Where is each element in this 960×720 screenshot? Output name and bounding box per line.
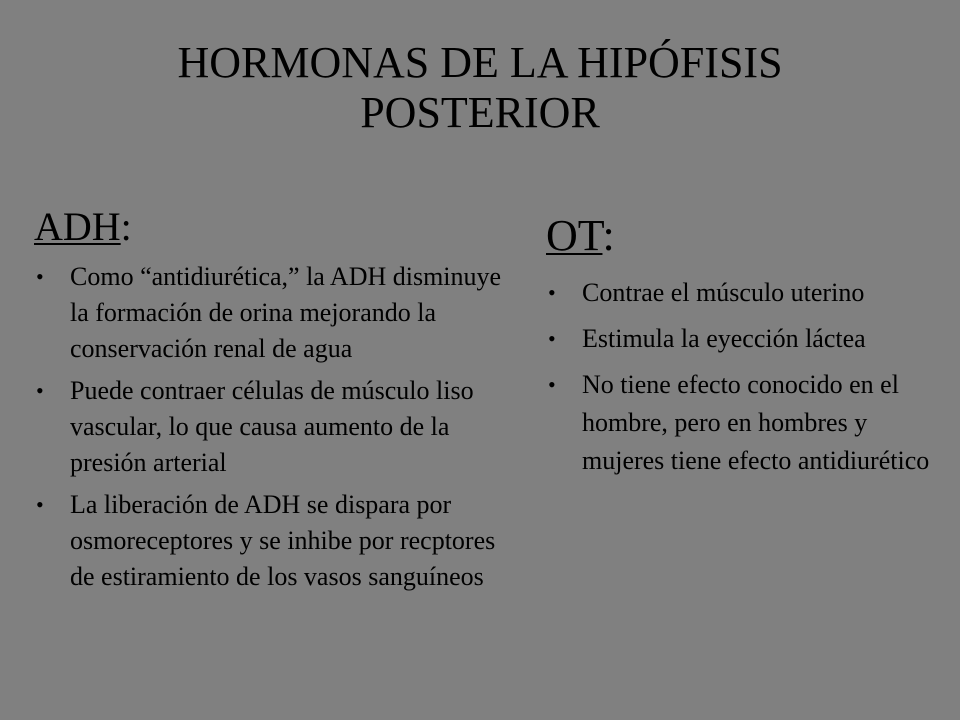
adh-bullet-2-text: Puede contraer células de músculo liso vascular, lo que causa aumento de la presión arterial [70,376,474,477]
adh-heading-colon: : [120,204,132,249]
ot-bullet-2-text: Estimula la eyección láctea [582,324,866,354]
adh-column [34,205,504,601]
ot-bullet-2 [546,320,946,358]
adh-heading [34,205,504,249]
ot-bullet-1-text: Contrae el músculo uterino [582,278,865,308]
bullet-dot-icon: • [36,378,44,403]
slide-title-line-1: HORMONAS DE LA HIPÓFISIS [177,38,783,87]
bullet-dot-icon: • [36,264,44,289]
ot-column [546,212,946,488]
bullet-dot-icon: • [548,280,556,306]
adh-heading-label: ADH [34,204,121,249]
ot-heading-label: OT [546,211,603,260]
adh-bullet-1 [34,259,504,367]
ot-bullet-list [546,274,946,480]
bullet-dot-icon: • [36,492,44,517]
adh-bullet-3-text: La liberación de ADH se dispara por osmoreceptores y se inhibe por recptores de estiramiento de los vasos sanguíneos [70,490,496,591]
ot-heading-colon: : [602,211,615,260]
ot-bullet-3 [546,366,946,480]
bullet-dot-icon: • [548,326,556,352]
bullet-dot-icon: • [548,372,556,398]
adh-bullet-1-text: Como “antidiurética,” la ADH disminuye la formación de orina mejorando la conservación renal de agua [70,262,502,363]
ot-bullet-3-text: No tiene efecto conocido en el hombre, pero en hombres y mujeres tiene efecto antidiurético [582,370,930,476]
ot-heading [546,212,946,260]
ot-bullet-1 [546,274,946,312]
adh-bullet-2 [34,373,504,481]
adh-bullet-3 [34,487,504,595]
slide-title-line-2: POSTERIOR [360,88,600,137]
slide-title [0,38,960,138]
adh-bullet-list [34,259,504,595]
